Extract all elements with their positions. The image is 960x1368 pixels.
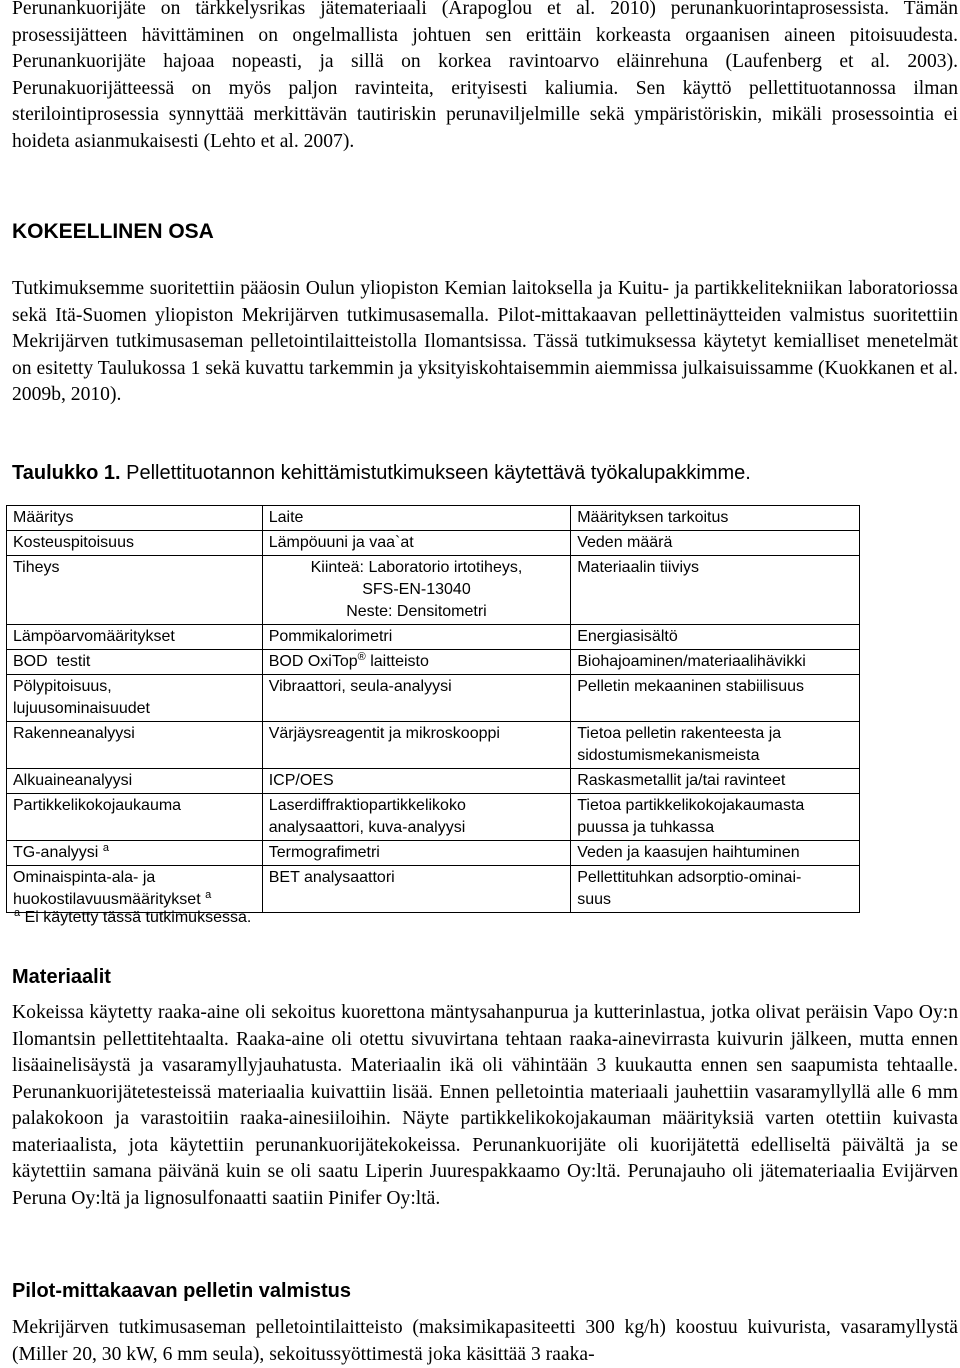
- pilot-paragraph: Mekrijärven tutkimusaseman pelletointilaitteisto (maksimikapasiteetti 300 kg/h) koostuu kuivurista, vasaramyllystä (Miller 20, 30 kW, 6 mm seula), sekoitussyöttimestä joka käsittää 3 raaka-: [12, 1317, 958, 1365]
- table-cell: ICP/OES: [262, 769, 571, 794]
- table-cell: Termografimetri: [262, 841, 571, 866]
- table-cell-text: Pellettituhkan adsorptio-ominai- suus: [577, 869, 802, 908]
- section-heading-materiaalit: Materiaalit: [12, 966, 111, 988]
- table-cell-text: Kiinteä: Laboratorio irtotiheys, SFS-EN-13040 Neste: Densitometri: [310, 559, 523, 620]
- registered-mark: ®: [357, 651, 366, 663]
- tools-table: [6, 505, 860, 913]
- table-row: [7, 866, 860, 913]
- table-cell-text: TG-analyysi: [13, 844, 99, 861]
- table-cell: Materiaalin tiiviys: [571, 556, 860, 625]
- table-row: [7, 769, 860, 794]
- table-row: [7, 722, 860, 769]
- table-cell: BET analysaattori: [262, 866, 571, 913]
- table-cell: Vibraattori, seula-analyysi: [262, 675, 571, 722]
- materiaalit-paragraph: Kokeissa käytetty raaka-aine oli sekoitus kuorettona mäntysahanpurua ja kutterinlastua, jotka olivat peräisin Vapo Oy:n Ilomantsin pellettitehtaalta. Raaka-aine oli otettu sivuvirtana tehtaan raaka-ainevirrasta kuivurin jälkeen, mutta ennen lisäainelisäystä ja vasaramyllyjauhatusta. Materiaalin ikä oli vähintään 3 kuukautta ennen sen saapumista tehtaalle. Perunankuorijätetesteissä materiaalia kuivattiin lisää. Ennen pelletointia materiaali jauhettiin vasaramyllyllä alle 6 mm palakokoon ja varastoitiin raaka-ainesiiloihin. Näyte partikkelikokojakauman määrityksiä varten otettiin kuivasta materiaalista, jota käytettiin perunankuorijätekokeissa. Perunankuorijäte oli kuorijätettä edelliseltä päivältä ja se käytettiin samana päivänä kuin se oli saatu Liperin Juurespakkaamo Oy:ltä. Perunajauho oli jätemateriaalia Evijärven Peruna Oy:ltä ja lignosulfonaatti saatiin Pinifer Oy:ltä.: [12, 1002, 958, 1209]
- table-cell-text: Laserdiffraktiopartikkelikoko analysaattori, kuva-analyysi: [268, 797, 466, 836]
- table-cell: [7, 841, 263, 866]
- kokeellinen-paragraph: Tutkimuksemme suoritettiin pääosin Oulun yliopiston Kemian laitoksella ja Kuitu- ja partikkelitekniikan laboratoriossa sekä Itä-Suomen yliopiston Mekrijärven tutkimusasemalla. Pilot-mittakaavan pellettinäytteiden valmistus suoritettiin Mekrijärven tutkimusaseman pelletointilaitteistolla Ilomantsissa. Tässä tutkimuksessa käytetyt kemialliset menetelmät on esitetty Taulukossa 1 sekä kuvattu tarkemmin ja yksityiskohtaisemmin aiemmissa julkaisuissamme (Kuokkanen et al. 2009b, 2010).: [12, 278, 958, 405]
- table-cell: Rakenneanalyysi: [7, 722, 263, 769]
- table-row: [7, 841, 860, 866]
- table-row: [7, 531, 860, 556]
- table-row: [7, 794, 860, 841]
- footnote-text: Ei käytetty tässä tutkimuksessa.: [20, 909, 252, 926]
- table-cell-text: Ominaispinta-ala- ja huokostilavuusmääritykset: [13, 869, 201, 908]
- table-cell: Tiheys: [7, 556, 263, 625]
- table-cell: Partikkelikokojaukauma: [7, 794, 263, 841]
- section-heading-pilot: Pilot-mittakaavan pelletin valmistus: [12, 1280, 351, 1302]
- table-row: [7, 556, 860, 625]
- table-cell: Energiasisältö: [571, 625, 860, 650]
- table-cell: Raskasmetallit ja/tai ravinteet: [571, 769, 860, 794]
- table-cell: Lämpöuuni ja vaa`at: [262, 531, 571, 556]
- table-cell: Lämpöarvomääritykset: [7, 625, 263, 650]
- table-cell: [262, 556, 571, 625]
- table-cell: [571, 866, 860, 913]
- table-cell: [7, 866, 263, 913]
- table-caption: [12, 462, 751, 485]
- table-cell: Alkuaineanalyysi: [7, 769, 263, 794]
- table-cell: Pommikalorimetri: [262, 625, 571, 650]
- table-cell: [571, 794, 860, 841]
- table-caption-label: Taulukko 1.: [12, 462, 121, 484]
- table-footnote: [14, 909, 251, 927]
- table-row: [7, 675, 860, 722]
- table-cell: Veden ja kaasujen haihtuminen: [571, 841, 860, 866]
- table-cell-text: Tietoa partikkelikokojakaumasta puussa ja tuhkassa: [577, 797, 805, 836]
- table-cell: Biohajoaminen/materiaalihävikki: [571, 650, 860, 675]
- table-cell: Veden määrä: [571, 531, 860, 556]
- table-cell: Värjäysreagentit ja mikroskooppi: [262, 722, 571, 769]
- table-cell-text: BOD OxiTop: [268, 653, 358, 670]
- footnote-marker: a: [102, 842, 109, 854]
- footnote-marker: a: [14, 907, 21, 919]
- footnote-marker: a: [205, 889, 212, 901]
- table-cell: [262, 650, 571, 675]
- table-cell: [262, 794, 571, 841]
- table-caption-text: Pellettituotannon kehittämistutkimukseen käytettävä työkalupakkimme.: [126, 462, 751, 484]
- intro-paragraph: Perunankuorijäte on tärkkelysrikas jätemateriaali (Arapoglou et al. 2010) perunankuorintaprosessista. Tämän prosessijätteen hävittäminen on ongelmallista johtuen sen erittäin korkeasta orgaanisen aineen pitoisuudesta. Perunankuorijäte hajoaa nopeasti, ja sillä on korkea ravintoarvo eläinrehuna (Laufenberg et al. 2003). Perunakuorijätteessä on myös paljon ravinteita, erityisesti kaliumia. Sen käyttö pellettituotannossa ilman sterilointiprosessia synnyttää merkittävän tautiriskin perunaviljelmille sekä ympäristöriskin, mikäli prosessointia ei hoideta asianmukaisesti (Lehto et al. 2007).: [12, 0, 958, 152]
- table-header-cell: Määritys: [7, 506, 263, 531]
- table-cell-text: Pölypitoisuus, lujuusominaisuudet: [13, 678, 150, 717]
- table-header-row: [7, 506, 860, 531]
- table-cell: [7, 650, 263, 675]
- table-cell-text: laitteisto: [365, 653, 429, 670]
- table-row: [7, 625, 860, 650]
- table-header-cell: Laite: [262, 506, 571, 531]
- table-cell: Kosteuspitoisuus: [7, 531, 263, 556]
- table-row: [7, 650, 860, 675]
- table-cell: [571, 722, 860, 769]
- section-heading-kokeellinen: KOKEELLINEN OSA: [12, 220, 214, 243]
- table-cell-text: Tietoa pelletin rakenteesta ja sidostumismekanismeista: [577, 725, 782, 764]
- table-cell: Pelletin mekaaninen stabiilisuus: [571, 675, 860, 722]
- table-cell: [7, 675, 263, 722]
- table-cell-text: BOD testit: [13, 653, 91, 670]
- table-header-cell: Määrityksen tarkoitus: [571, 506, 860, 531]
